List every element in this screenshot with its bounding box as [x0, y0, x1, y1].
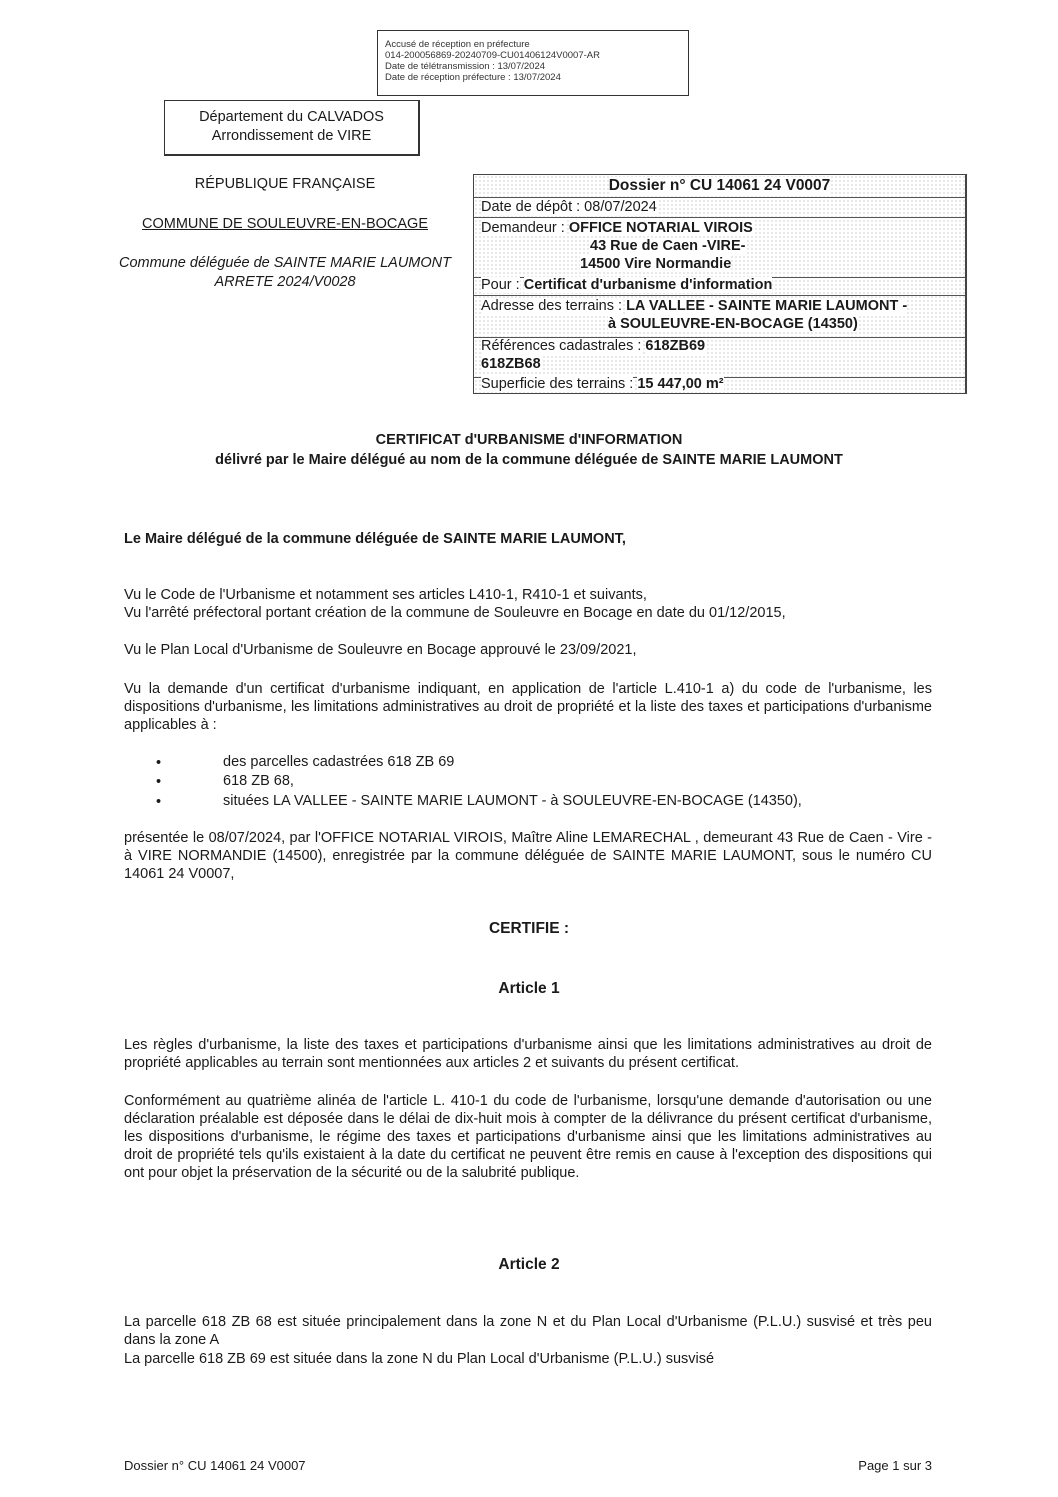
- demandeur-row: [474, 217, 965, 278]
- dossier-number: Dossier n° CU 14061 24 V0007: [608, 177, 831, 194]
- vu-demande: Vu la demande d'un certificat d'urbanisme indiquant, en application de l'article L.410-1 a) du code de l'urbanisme, les dispositions d'urbanisme, les limitations administratives au droit de propriété et la liste des taxes et participations d'urbanisme applicables à :: [124, 681, 932, 733]
- pour-row: [474, 275, 965, 296]
- arrondissement-name: Arrondissement de VIRE: [211, 128, 372, 144]
- reference-1: 618ZB69: [645, 338, 706, 354]
- adresse-row: [474, 295, 965, 338]
- arrete-number: ARRETE 2024/V0028: [214, 274, 356, 290]
- document-subtitle: délivré par le Maire délégué au nom de la commune déléguée de SAINTE MARIE LAUMONT: [215, 452, 843, 468]
- republic-heading: RÉPUBLIQUE FRANÇAISE: [194, 176, 376, 192]
- prefecture-receipt-stamp: [377, 30, 689, 96]
- superficie-row: [474, 375, 965, 393]
- demandeur-name: OFFICE NOTARIAL VIROIS: [568, 220, 753, 236]
- pour-value: Certificat d'urbanisme d'information: [523, 277, 773, 293]
- commune-heading: COMMUNE DE SOULEUVRE-EN-BOCAGE: [141, 216, 428, 232]
- adresse-label: Adresse des terrains :: [481, 298, 623, 314]
- bullet-icon: •: [156, 755, 162, 771]
- references-row: [474, 335, 965, 378]
- superficie-label: Superficie des terrains :: [481, 376, 634, 392]
- receipt-line: 014-200056869-20240709-CU01406124V0007-AR: [385, 50, 600, 61]
- adresse-line2: à SOULEUVRE-EN-BOCAGE (14350): [608, 316, 858, 332]
- vu-arrete: Vu l'arrêté préfectoral portant création de la commune de Souleuvre en Bocage en date du 01/12/2015,: [124, 605, 786, 621]
- bullet-icon: •: [156, 774, 162, 790]
- article-1-paragraph-1: Les règles d'urbanisme, la liste des taxes et participations d'urbanisme ainsi que les limitations administratives au droit de propriété applicables au terrain sont mentionnées aux articles 2 et suivants du présent certificat.: [124, 1037, 932, 1071]
- vu-code: Vu le Code de l'Urbanisme et notamment ses articles L410-1, R410-1 et suivants,: [124, 587, 647, 603]
- article-2-heading: Article 2: [498, 1256, 560, 1273]
- certifie-heading: CERTIFIE :: [488, 920, 570, 937]
- article-2-paragraph-1: La parcelle 618 ZB 68 est située principalement dans la zone N et du Plan Local d'Urbanisme (P.L.U.) susvisé et très peu dans la zone A: [124, 1314, 932, 1348]
- bullet-icon: •: [156, 794, 162, 810]
- dossier-info-box: [473, 174, 967, 394]
- receipt-line: Accusé de réception en préfecture: [385, 39, 530, 50]
- bullet-item: 618 ZB 68,: [223, 773, 294, 789]
- pour-label: Pour :: [481, 277, 520, 293]
- references-label: Références cadastrales :: [481, 338, 642, 354]
- article-2-paragraph-2: La parcelle 618 ZB 69 est située dans la zone N du Plan Local d'Urbanisme (P.L.U.) susvisé: [124, 1351, 715, 1367]
- dossier-number-row: [474, 175, 965, 198]
- adresse-line1: LA VALLEE - SAINTE MARIE LAUMONT -: [626, 298, 908, 314]
- receipt-line: Date de réception préfecture : 13/07/2024: [385, 72, 561, 83]
- bullet-item: des parcelles cadastrées 618 ZB 69: [223, 754, 455, 770]
- footer-dossier-number: Dossier n° CU 14061 24 V0007: [124, 1458, 306, 1473]
- article-1-paragraph-2: Conformément au quatrième alinéa de l'article L. 410-1 du code de l'urbanisme, lorsqu'une demande d'autorisation ou une déclaration préalable est déposée dans le délai de dix-huit mois à compter de la délivrance du présent certificat d'urbanisme, les dispositions d'urbanisme, le régime des taxes et participations d'urbanisme ainsi que les limitations administratives au droit de propriété tels qu'ils existaient à la date du certificat ne peuvent être remis en cause à l'exception des dispositions qui ont pour objet la préservation de la sécurité ou de la salubrité publique.: [124, 1093, 932, 1181]
- date-depot: Date de dépôt : 08/07/2024: [481, 199, 657, 215]
- maire-intro: Le Maire délégué de la commune déléguée de SAINTE MARIE LAUMONT,: [124, 531, 626, 547]
- article-1-heading: Article 1: [498, 980, 560, 997]
- vu-plu: Vu le Plan Local d'Urbanisme de Souleuvre en Bocage approuvé le 23/09/2021,: [124, 642, 637, 658]
- presentee-paragraph: présentée le 08/07/2024, par l'OFFICE NOTARIAL VIROIS, Maître Aline LEMARECHAL , demeurant 43 Rue de Caen - Vire - à VIRE NORMANDIE (14500), enregistrée par la commune déléguée de SAINTE MARIE LAUMONT, sous le numéro CU 14061 24 V0007,: [124, 830, 932, 882]
- bullet-item: situées LA VALLEE - SAINTE MARIE LAUMONT - à SOULEUVRE-EN-BOCAGE (14350),: [223, 793, 802, 809]
- department-box: [164, 100, 420, 156]
- demandeur-street: 43 Rue de Caen -VIRE-: [590, 238, 746, 254]
- commune-deleguee: [100, 254, 470, 292]
- department-name: Département du CALVADOS: [199, 109, 384, 125]
- reference-2: 618ZB68: [481, 356, 541, 372]
- superficie-value: 15 447,00 m²: [637, 376, 724, 392]
- footer-page-number: Page 1 sur 3: [858, 1458, 932, 1473]
- document-title: CERTIFICAT d'URBANISME d'INFORMATION: [375, 432, 683, 448]
- date-depot-row: [474, 197, 965, 218]
- commune-deleguee-name: Commune déléguée de SAINTE MARIE LAUMONT: [118, 255, 451, 271]
- demandeur-city: 14500 Vire Normandie: [580, 256, 732, 272]
- receipt-line: Date de télétransmission : 13/07/2024: [385, 61, 546, 72]
- demandeur-label: Demandeur :: [481, 220, 565, 236]
